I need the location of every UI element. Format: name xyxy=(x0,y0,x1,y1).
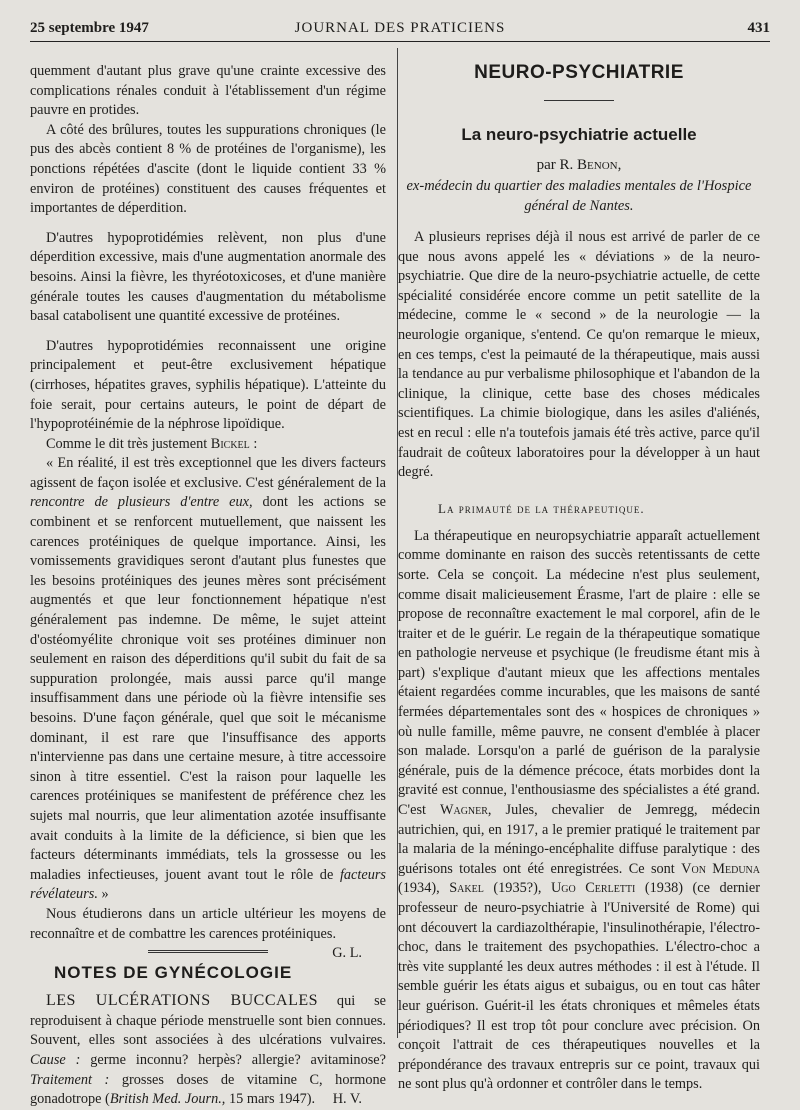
header-date: 25 septembre 1947 xyxy=(30,20,149,36)
left-paragraph-7 xyxy=(30,905,386,962)
right-paragraph-1: A plusieurs reprises déjà il nous est arrivé de parler de ce que nous avons appelé les « déviations » de la neuro-psychiatrie. Que dire de la neuro-psychiatrie actuelle, de cette spécialité considérée encore comme un petit satellite de la médecine, comme le « second » de la neurologie — la neurologie organique, s'entend. Ce qu'on remarque le mieux, en ces temps, c'est la peimauté de la thérapeutique, mais aussi la tendance au pur verbalisme philosophique et l'abandon de la clinique, la clinique, cette base des choses médicales scientifiques. La chimie biologique, dans les asiles d'aliénés, est en recul : elle n'a toutefois jamais été très active, parce qu'il faudrait de coûteux laboratoires pour la développer à un haut degré. xyxy=(398,229,760,481)
header-page-number: 431 xyxy=(747,20,770,36)
section-rule xyxy=(148,950,268,953)
author-affiliation: ex-médecin du quartier des maladies mentales de l'Hospice général de Nantes. xyxy=(406,178,752,214)
therapy-text-a: La thérapeutique en neuropsychiatrie apparaît actuellement comme dominante en raison des succès retentissants de cette sorte. Cela se conçoit. La médecine n'est plus seulement, comme disait malicieusement Érasme, l'art de plaire : elle se propose de reconnaître exactement le mal corporel, afin de le traiter et de le guérir. Le regain de la thérapeutique somatique en pathologie nerveuse et psychique (le freudisme étant mis à part) s'explique d'autant mieux que les affections mentales étaient regardées comme incurables, que les maisons de santé fermées départementales sont des « hospices de chroniques » où nulle famille, même pauvre, ne consent d'emblée à placer son malade. Lorsqu'on a parlé de guérison de la paralysie générale, puis de la démence précoce, états morbides dont la gravité est connue, l'enthousiasme des spécialistes a été grand. C'est xyxy=(398,527,760,819)
gyneco-cause-label: Cause : xyxy=(30,1051,81,1068)
header-rule xyxy=(30,41,770,42)
gyneco-text-d: 15 mars 1947). xyxy=(225,1091,316,1108)
right-column xyxy=(398,62,760,1095)
therapy-text-d: (1935?), xyxy=(483,880,551,897)
left-column xyxy=(30,62,386,1110)
therapy-text-b: Jules, chevalier de Jemregg, médecin autrichien, qui, en 1917, a le premier pratiqué le traitement par la malaria de la méningo-encéphalite diffuse paralytique : des guérisons totales ont été enregistrées. Ce sont xyxy=(398,802,760,877)
header-journal-title: JOURNAL DES PRATICIENS xyxy=(294,20,506,36)
section-title-neuro: NEURO-PSYCHIATRIE xyxy=(474,62,684,83)
quote-emphasis-2: facteurs révélateurs. xyxy=(30,866,386,903)
affiliation-block xyxy=(398,176,760,216)
quote-emphasis-1: rencontre de plusieurs d'entre eux, xyxy=(30,494,253,511)
left-paragraph-1: quemment d'autant plus grave qu'une crainte excessive des complications rénales conduit à l'établissement d'un régime pauvre en protides. xyxy=(30,63,386,119)
signature-gl: G. L. xyxy=(332,945,362,962)
gyneco-paragraph xyxy=(30,991,386,1110)
left-paragraph-4: D'autres hypoprotidémies reconnaissent une origine principalement et peut-être exclusivement hépatique (cirrhoses, hépatites graves, syphilis hépatique). L'atteinte du foie serait, pour certains auteurs, le point de départ de l'hypoprotéinémie de la néphrose lipoïdique. xyxy=(30,337,386,433)
subheading-primaute: La primauté de la thérapeutique. xyxy=(438,500,645,516)
name-sakel: Sakel xyxy=(449,880,484,897)
gyneco-text-a: qui se reproduisent à chaque période menstruelle sont bien connues. Souvent, elles sont associées à des ulcérations vulvaires. xyxy=(30,993,386,1049)
gyneco-treatment-label: Traitement : xyxy=(30,1071,110,1088)
gyneco-heading: LES ULCÉRATIONS BUCCALES xyxy=(46,992,319,1010)
right-paragraph-2 xyxy=(398,527,760,1095)
gyneco-journal-ref: British Med. Journ., xyxy=(109,1091,226,1108)
title-rule xyxy=(544,100,614,101)
byline xyxy=(398,157,760,174)
article-title: La neuro-psychiatrie actuelle xyxy=(461,125,697,144)
section-title-gynecologie: NOTES DE GYNÉCOLOGIE xyxy=(54,963,293,983)
therapy-text-c: (1934), xyxy=(398,880,450,897)
quote-intro: Comme le dit très justement xyxy=(46,435,211,452)
signature-hv: H. V. xyxy=(332,1091,362,1108)
left-paragraph-2: A côté des brûlures, toutes les suppurations chroniques (le pus des abcès contient 8 % de protéines de l'organisme), les ponctions répétées d'ascite (dont le liquide contient 33 % environ de protéines) constituent des causes fréquentes et importantes de déperdition. xyxy=(30,121,386,217)
page-header xyxy=(30,16,770,40)
left-paragraph-5 xyxy=(30,435,386,455)
left-paragraph-3: D'autres hypoprotidémies relèvent, non plus d'une déperdition excessive, mais d'une augmentation anormale des besoins. Ainsi la fièvre, les thyréotoxicoses, et d'une manière générale toutes les causes d'augmentation du métabolisme basal catabolisent une quantité excessive de protéines. xyxy=(30,229,386,325)
quote-text-c: » xyxy=(97,886,109,903)
left-quote-paragraph xyxy=(30,454,386,905)
byline-prefix: par R. xyxy=(536,157,578,173)
gyneco-text-b: germe inconnu? herpès? allergie? avitaminose? xyxy=(80,1051,386,1068)
quote-intro-colon: : xyxy=(249,435,258,452)
quote-text-b: dont les actions se combinent et se renforcent mutuellement, que naissent les carences protéiniques de quelque importance. Ainsi, les vomissements gravidiques seront d'autant plus funestes que les besoins protéiniques des jeunes mères sont précisément augmentés et que leur fonctionnement hépatique n'est généralement pas indemne. De même, le sujet atteint d'ostéomyélite chronique voit ses protéines diminuer non seulement en raison des déperditions qu'il subit du fait de sa suppuration prolongée, mais aussi parce qu'il mange insuffisamment dans une période où la fièvre intensifie ses besoins. D'une façon générale, quel que soit le mécanisme dominant, il est rare que l'insuffisance des apports n'intervienne pas dans une certaine mesure, à titre accessoire sinon à titre essentiel. C'est la raison pour laquelle les carences protéiniques se manifestent de préférence chez les sujets mal nourris, que leur alimentation azotée insuffisante avait conduits à la limite de la déficience, si bien que les facteurs déterminants immédiats, tels la grossesse ou les maladies infectieuses, jouent avant tout le rôle de xyxy=(30,494,386,883)
name-wagner: Wagner, xyxy=(440,802,492,819)
therapy-text-e: (1938) (ce dernier professeur de neuro-psychiatrie à l'Université de Rome) qui ont découvert la cardiazolthérapie, l'insulinothérapie, l'électro-choc, dans le traitement des psychopathies. L'électro-choc a très vite supplanté les deux autres méthodes : il est à l'étude. Il semble guérir les états aigus et subaigus, ou en tout cas hâter leur guérison. Guérit-il les états chroniques et mêmeles états périodiques? Il est trop tôt pour conclure avec précision. On conçoit l'attrait de ces thérapeutiques nouvelles et la prépondérance des travaux entrepris sur ce point, travaux qui ne sont plus qu'à ordonner et contrôler dans le temps. xyxy=(398,880,761,1093)
name-cerletti: Ugo Cerletti xyxy=(550,880,636,897)
name-meduna: Von Meduna xyxy=(681,860,760,877)
quote-text-a: « En réalité, il est très exceptionnel que les divers facteurs agissent de façon isolée et exclusive. C'est généralement de la xyxy=(30,455,386,491)
author-name-benon: Benon, xyxy=(577,157,622,173)
gyneco-text-c: grosses doses de vitamine C, hormone gonadotrope ( xyxy=(30,1071,387,1108)
author-name-bickel: Bickel xyxy=(210,435,250,452)
closing-text: Nous étudierons dans un article ultérieur les moyens de reconnaître et de combattre les carences protéiniques. xyxy=(30,905,386,942)
